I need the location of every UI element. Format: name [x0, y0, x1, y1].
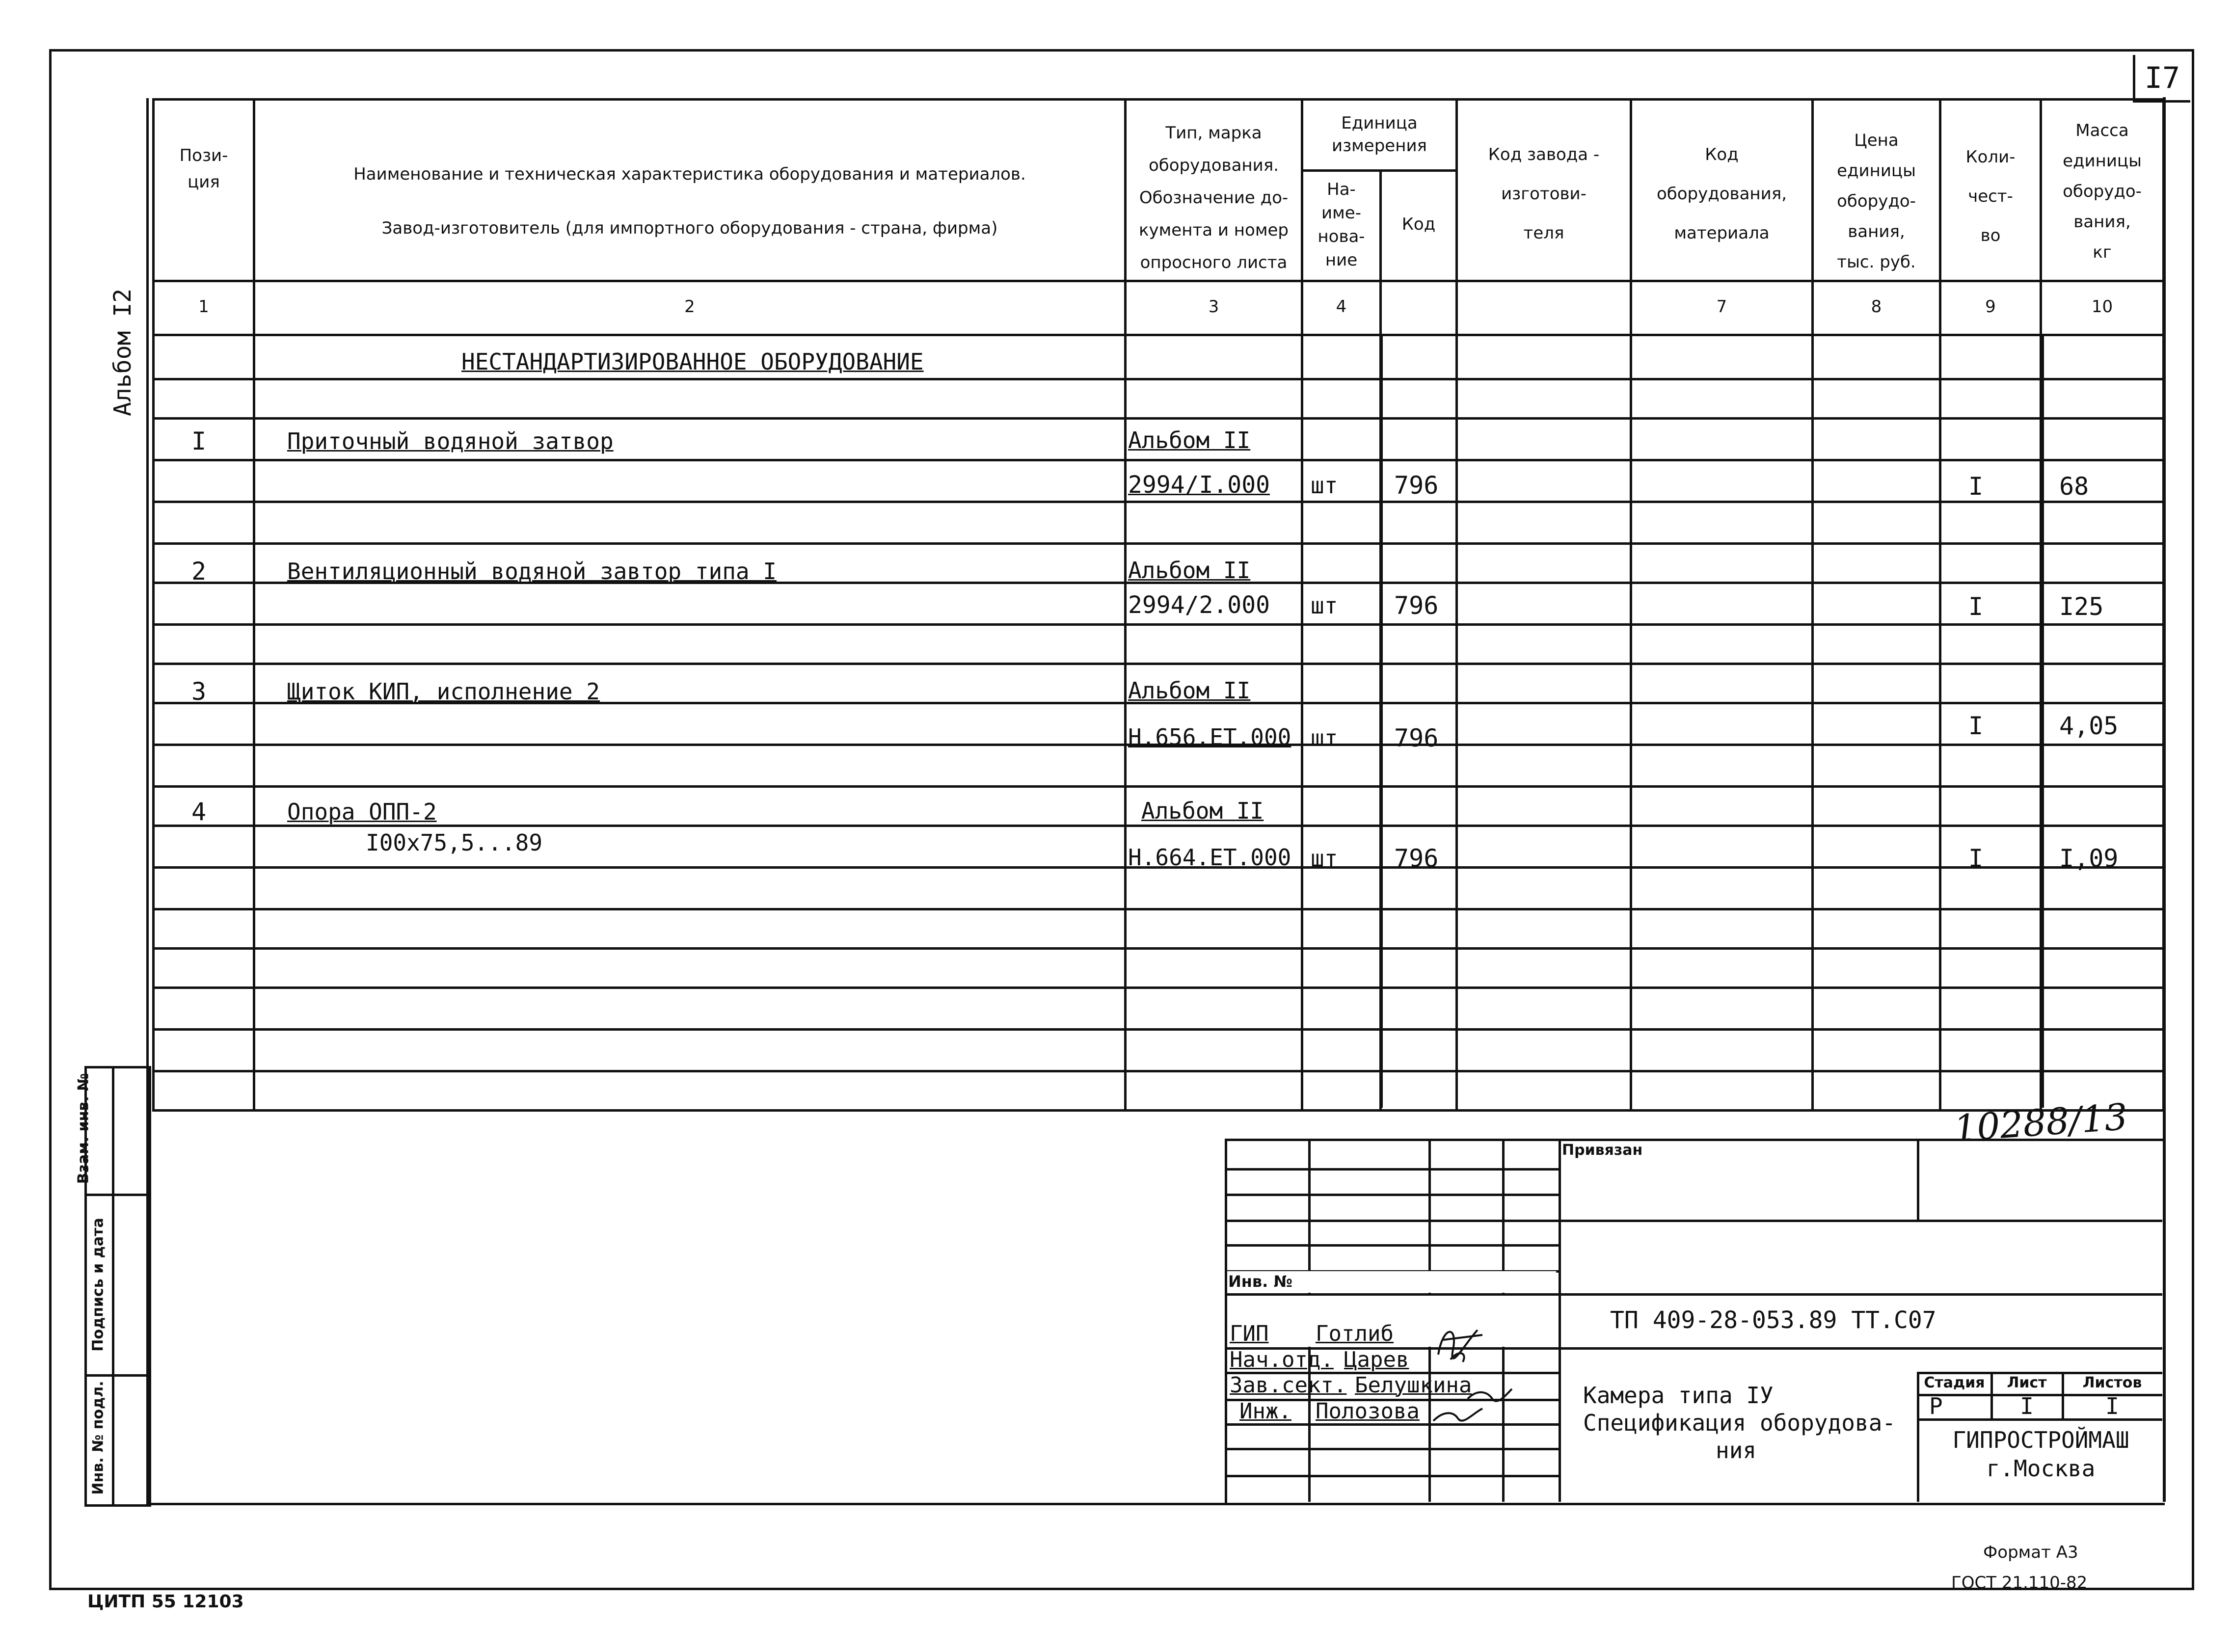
- bottom-code: ЦИТП 55 12103: [87, 1592, 244, 1612]
- hdr-factory-code: Код завода - изготови- теля: [1488, 145, 1600, 243]
- stamp-sheet-value: I: [2020, 1393, 2034, 1419]
- hdr-type: Тип, марка оборудования. Обозначение до- кумента и номер опросного листа: [1139, 123, 1289, 272]
- stamp-title: Камера типа IУ Спецификация оборудова- ния: [1583, 1382, 1896, 1464]
- hdr-unit-code: Код: [1401, 214, 1436, 234]
- stamp-organisation: ГИПРОСТРОЙМАШ г.Москва: [1952, 1427, 2129, 1482]
- stamp-inv-no: Инв. №: [1228, 1272, 1292, 1291]
- hdr-name: Наименование и техническая характеристика оборудования и материалов. Завод-изготовитель (для импортного оборудования - страна, фирма): [353, 164, 1026, 238]
- left-strip-label: Подпись и дата: [89, 1218, 107, 1352]
- hdr-position: Пози- ция: [179, 146, 228, 192]
- hdr-quantity: Коли- чест- во: [1965, 147, 2016, 245]
- body-thick-box: [1379, 335, 2044, 1108]
- stamp-sheets-value: I: [2105, 1393, 2119, 1419]
- hdr-equipment-code: Код оборудования, материала: [1656, 145, 1787, 243]
- table-top-line: [152, 98, 2165, 101]
- section-title: НЕСТАНДАРТИЗИРОВАННОЕ ОБОРУДОВАНИЕ: [461, 348, 924, 375]
- album-side-label: Альбом I2: [109, 288, 136, 416]
- gost-label: ГОСТ 21.110-82: [1951, 1573, 2088, 1593]
- header-bottom-line: [152, 280, 2165, 282]
- left-strip-label: Инв. № подл.: [89, 1381, 107, 1495]
- stamp-sheets-label: Листов: [2082, 1374, 2142, 1391]
- hdr-unit-group: Единица измерения: [1331, 113, 1427, 156]
- hdr-mass: Масса единицы оборудо- вания, кг: [2063, 121, 2142, 262]
- stamp-stage-label: Стадия: [1924, 1374, 1985, 1391]
- page-number: I7: [2144, 61, 2180, 95]
- unit-sub-line: [1301, 169, 1455, 172]
- hdr-unit-name: На- име- нова- ние: [1318, 180, 1365, 270]
- stamp-doc-code: ТП 409-28-053.89 ТТ.С07: [1610, 1306, 1936, 1334]
- left-strip-divider: [112, 1066, 114, 1504]
- left-strip-line: [84, 1194, 149, 1196]
- stamp-sheet-label: Лист: [2007, 1374, 2047, 1391]
- handwritten-number: 10288/13: [1952, 1095, 2129, 1150]
- stamp-privyazan: Привязан: [1562, 1142, 1643, 1159]
- format-label: Формат А3: [1983, 1543, 2078, 1562]
- left-strip-label: Взам. инв. №: [75, 1073, 92, 1184]
- hdr-price: Цена единицы оборудо- вания, тыс. руб.: [1837, 131, 1916, 272]
- signature-scribbles: [1424, 1306, 1536, 1428]
- stamp-stage-value: Р: [1929, 1393, 1943, 1419]
